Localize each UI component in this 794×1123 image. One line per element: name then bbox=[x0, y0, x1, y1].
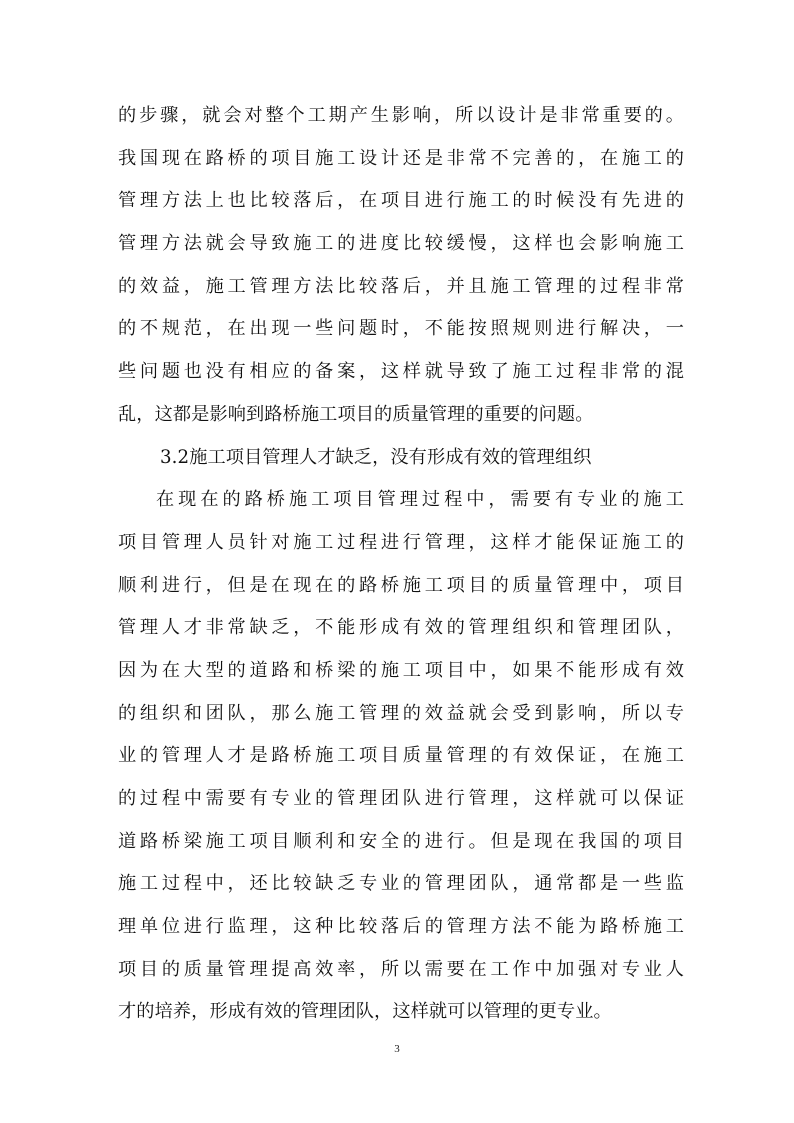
paragraph-line: 项目管理人员针对施工过程进行管理，这样才能保证施工的 bbox=[118, 531, 684, 553]
paragraph-line: 因为在大型的道路和桥梁的施工项目中，如果不能形成有效 bbox=[118, 659, 684, 681]
paragraph-line: 我国现在路桥的项目施工设计还是非常不完善的，在施工的 bbox=[118, 147, 684, 169]
paragraph-line: 理单位进行监理，这种比较落后的管理方法不能为路桥施工 bbox=[118, 916, 684, 938]
paragraph-line: 乱，这都是影响到路桥施工项目的质量管理的重要的问题。 bbox=[118, 403, 594, 425]
paragraph-line: 道路桥梁施工项目顺利和安全的进行。但是现在我国的项目 bbox=[118, 830, 684, 852]
paragraph-line: 的过程中需要有专业的管理团队进行管理，这样就可以保证 bbox=[118, 788, 684, 809]
document-page bbox=[118, 95, 684, 1034]
paragraph-line: 管理方法就会导致施工的进度比较缓慢，这样也会影响施工 bbox=[118, 233, 684, 255]
paragraph-line: 在现在的路桥施工项目管理过程中，需要有专业的施工 bbox=[156, 489, 684, 511]
paragraph-1 bbox=[118, 95, 684, 437]
section-heading: 3.2施工项目管理人才缺乏，没有形成有效的管理组织 bbox=[160, 446, 592, 468]
paragraph-line: 施工过程中，还比较缺乏专业的管理团队，通常都是一些监 bbox=[118, 873, 684, 895]
paragraph-line: 的效益，施工管理方法比较落后，并且施工管理的过程非常 bbox=[118, 275, 684, 297]
paragraph-line: 才的培养，形成有效的管理团队，这样就可以管理的更专业。 bbox=[118, 1001, 612, 1023]
paragraph-line: 管理人才非常缺乏，不能形成有效的管理组织和管理团队， bbox=[118, 617, 684, 639]
paragraph-line: 项目的质量管理提高效率，所以需要在工作中加强对专业人 bbox=[118, 958, 684, 980]
paragraph-line: 的不规范，在出现一些问题时，不能按照规则进行解决，一 bbox=[118, 318, 684, 340]
paragraph-line: 的步骤，就会对整个工期产生影响，所以设计是非常重要的。 bbox=[118, 105, 684, 126]
paragraph-line: 些问题也没有相应的备案，这样就导致了施工过程非常的混 bbox=[118, 361, 684, 383]
paragraph-line: 的组织和团队，那么施工管理的效益就会受到影响，所以专 bbox=[118, 702, 684, 724]
paragraph-2 bbox=[118, 479, 684, 1034]
page-number: 3 bbox=[394, 1043, 400, 1055]
paragraph-line: 管理方法上也比较落后，在项目进行施工的时候没有先进的 bbox=[118, 190, 684, 212]
paragraph-line: 业的管理人才是路桥施工项目质量管理的有效保证，在施工 bbox=[118, 745, 684, 767]
paragraph-line: 顺利进行，但是在现在的路桥施工项目的质量管理中，项目 bbox=[118, 574, 684, 596]
